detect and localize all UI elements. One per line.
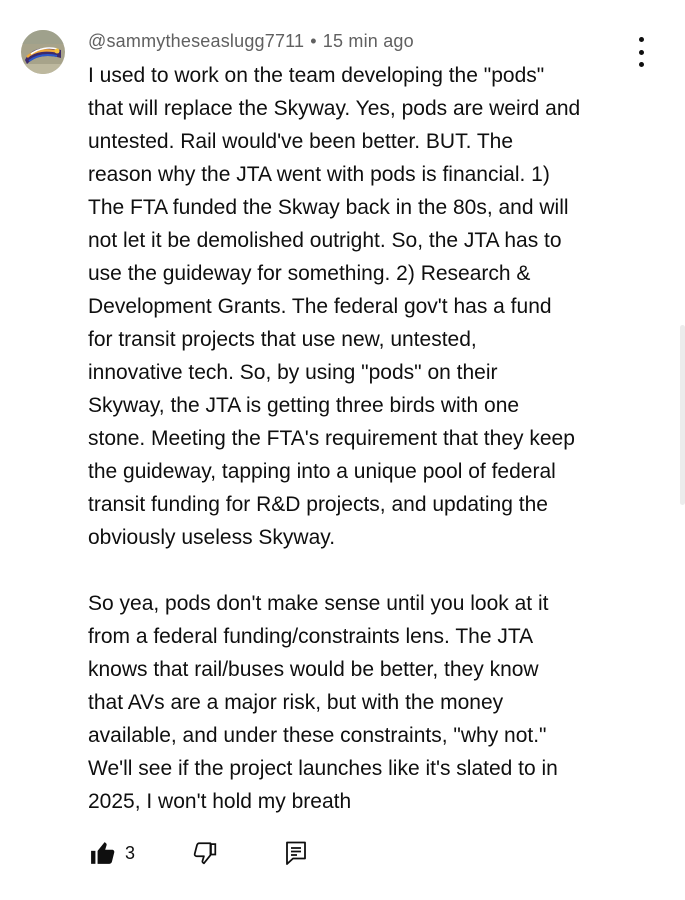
comment-body — [88, 59, 648, 818]
avatar[interactable] — [21, 30, 65, 74]
thumbs-down-outline-icon — [192, 840, 218, 866]
avatar-image — [21, 30, 65, 74]
comment-header — [88, 31, 414, 52]
reply-button[interactable] — [284, 840, 308, 866]
author-name[interactable]: @sammytheseaslugg7711 — [88, 31, 305, 51]
comment-timestamp[interactable]: 15 min ago — [322, 31, 414, 51]
thumbs-up-filled-icon — [90, 840, 116, 866]
comment-paragraph: I used to work on the team developing the "pods" that will replace the Skyway. Yes, pods are weird and untested. Rail would've been better. BUT. The reason why the JTA went with pods is financial. 1) The FTA funded the Skway back in the 80s, and will not let it be demolished outright. So, the JTA has to use the guideway for something. 2) Research & Development Grants. The federal gov't has a fund for transit projects that use new, untested, innovative tech. So, by using "pods" on their Skyway, the JTA is getting three birds with one stone. Meeting the FTA's requirement that they keep the guideway, tapping into a unique pool of federal transit funding for R&D projects, and updating the obviously useless Skyway. — [88, 64, 581, 549]
reply-comment-icon — [284, 840, 308, 866]
menu-dot — [639, 50, 644, 55]
comment-paragraph: So yea, pods don't make sense until you look at it from a federal funding/constraints lens. The JTA knows that rail/buses would be better, they know that AVs are a major risk, but with the money available, and under these constraints, "why not." We'll see if the project launches like it's slated to in 2025, I won't hold my breath — [88, 592, 558, 813]
like-button[interactable] — [90, 840, 135, 866]
like-count: 3 — [125, 842, 136, 863]
meta-separator: • — [310, 31, 317, 51]
menu-dot — [639, 37, 644, 42]
scrollbar[interactable] — [680, 325, 685, 505]
dislike-button[interactable] — [192, 840, 218, 866]
